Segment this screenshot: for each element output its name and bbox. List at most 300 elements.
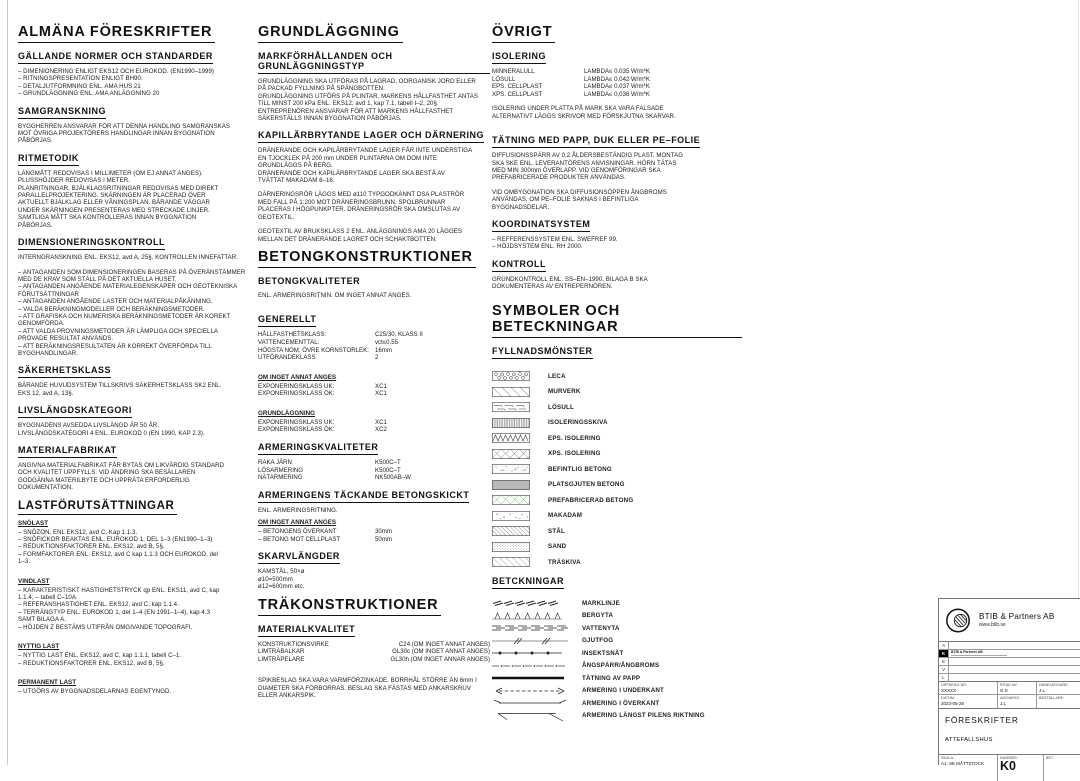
kv-value: LAMBDA≤ 0.035 W/m*K bbox=[584, 68, 650, 75]
text-line: SAMTLIGA MÅTT SKA KONTROLLERAS INNAN BYGGNATION bbox=[18, 214, 197, 222]
text-line: – DETALJUTFORMNING ENL. AMA HUS 21 bbox=[18, 82, 141, 90]
ansvarig-value: J.L bbox=[1000, 700, 1007, 706]
discipline-row bbox=[939, 642, 1080, 649]
text-line: ø10=500mm bbox=[258, 575, 293, 583]
section-heading: KAPILLÄRBRYTANDE LAGER OCH DÄRNERING bbox=[258, 130, 484, 143]
kv-row bbox=[492, 76, 742, 84]
text-line: GRUNDKONTROLL ENL. SS–EN–1990, BILAGA B SKA bbox=[492, 275, 648, 283]
sub-heading: OM INGET ANNAT ANGES bbox=[258, 373, 337, 381]
kv-row bbox=[258, 656, 490, 664]
legend-item bbox=[492, 431, 742, 447]
section-heading: SAMGRANSKNING bbox=[18, 106, 106, 119]
text-line: PLUSSHÖJDER REDOVISAS I METER. bbox=[18, 177, 130, 185]
line-symbol-item bbox=[492, 710, 742, 723]
text-line: DRÄNERANDE OCH KAPILÄRBRYTANDE LAGER SKA BESTÅ AV bbox=[258, 169, 446, 177]
spacer bbox=[258, 670, 490, 677]
section-heading: DIMENSIONERINGSKONTROLL bbox=[18, 237, 165, 250]
text-line: GEOTEXTIL AV BRUKSKLASS 2 ENL. ANLÄGGNINGS AMA 20 LÄGGES bbox=[258, 228, 462, 236]
text-line: GEOTEXTIL. bbox=[258, 213, 295, 221]
text-line: – RITNINGSPRESENTATION ENLIGT BH90. bbox=[18, 75, 143, 83]
section-heading: ARMERINGSKVALITETER bbox=[258, 442, 378, 455]
text-line: OCH KVALITET UPPFYLLS. VID ÄNDRING SKA BESÄLLAREN bbox=[18, 469, 196, 477]
text-line: – TERRÄNGTYP ENL. EUROKOD 1, del 1–4 (EN 1991–1–4), kap 4.3 bbox=[18, 608, 211, 616]
section-heading: ARMERINGENS TÄCKANDE BETONGSKICKT bbox=[258, 490, 469, 503]
pattern-swatch-stal bbox=[492, 526, 530, 536]
spacer bbox=[492, 98, 742, 105]
kv-row bbox=[258, 536, 490, 544]
line-symbol-label: ARMERING I UNDERKANT bbox=[582, 687, 665, 695]
text-line: – REFFERENSSYSTEM ENL. SWEFREF 99. bbox=[492, 236, 618, 244]
legend-item bbox=[492, 369, 742, 385]
line-symbol-item bbox=[492, 660, 742, 673]
drawing-title: FÖRESKRIFTER bbox=[945, 715, 1019, 725]
section-heading: GÄLLANDE NORMER OCH STANDARDER bbox=[18, 51, 213, 64]
kv-row bbox=[258, 419, 490, 427]
bet-label: BET bbox=[1046, 756, 1054, 760]
section-heading: SKARVLÄNGDER bbox=[258, 551, 340, 564]
fill-patterns-heading: FYLLNADSMÖNSTER bbox=[492, 346, 593, 359]
pattern-swatch-murverk bbox=[492, 387, 530, 397]
text-line: BYGGNADENS AVSEDDA LIVSLÄNGD ÄR 50 ÅR, bbox=[18, 422, 159, 430]
marklinje-symbol bbox=[492, 597, 572, 609]
kv-label: EXPONERINGSKLASS ÖK: bbox=[258, 390, 335, 398]
text-line: MELLAN DET DRÄNERANDE LAGRET OCH SCHAKTBOTTEN. bbox=[258, 235, 437, 243]
text-line: – REDUKTIONSFAKTORER ENL. EKS12. avd B, 5§. bbox=[18, 543, 165, 551]
section-title: BETONGKONSTRUKTIONER bbox=[258, 249, 476, 268]
legend-item bbox=[492, 462, 742, 478]
line-symbol-item bbox=[492, 635, 742, 648]
line-symbol-item bbox=[492, 610, 742, 623]
kv-row bbox=[258, 648, 490, 656]
kv-label: LÖSARMERING bbox=[258, 466, 304, 474]
text-line: – GRUNDLÄGGNING ENL. AMA ANLÄGGNING 20 bbox=[18, 90, 160, 98]
kv-label: NÄTARMERING bbox=[258, 474, 303, 482]
discipline-letter: E bbox=[939, 658, 949, 665]
text-line: – ANTAGANDEN ANGÅENDE MATERIALEGENSKAPER OCH GEOTEKNISKA bbox=[18, 283, 238, 291]
spacer bbox=[258, 362, 490, 369]
kv-value: 30mm bbox=[375, 528, 392, 536]
kv-value: K500C–T bbox=[375, 459, 401, 467]
kv-label: LÖSULL bbox=[492, 75, 516, 83]
text-line: – REDUKTIONSFAKTORER ENL. EKS12, avd B, 5§. bbox=[18, 659, 165, 667]
kv-label: HÅLLFASTHETSKLASS: bbox=[258, 331, 327, 339]
datum-value: 2023-05-26 bbox=[941, 700, 965, 706]
line-symbol-item bbox=[492, 597, 742, 610]
kv-value: 16mm bbox=[375, 346, 392, 354]
legend-label: STÅL bbox=[548, 527, 565, 535]
discipline-letter: L bbox=[939, 674, 949, 681]
discipline-row bbox=[939, 673, 1080, 681]
text-line: VID OMBYGGNATION SKA DIFFUSIONSÖPPEN ÅNGBROMS bbox=[492, 188, 667, 196]
uppdrag-value: XXXXX bbox=[941, 687, 957, 693]
kv-value: vct≤0.55 bbox=[375, 338, 398, 346]
discipline-row bbox=[939, 657, 1080, 665]
kv-label: KONSTRUKTIONSVIRKE bbox=[258, 640, 329, 648]
kv-row bbox=[258, 474, 490, 482]
line-symbol-label: VATTENYTA bbox=[582, 624, 620, 632]
discipline-address-microtext bbox=[951, 655, 1007, 657]
kv-row bbox=[258, 339, 490, 347]
section-heading: BETONGKVALITETER bbox=[258, 275, 361, 286]
text-line: ø12=600mm etc. bbox=[258, 583, 305, 591]
sub-heading: SNÖLAST bbox=[18, 519, 49, 527]
insektsnat-symbol bbox=[492, 647, 572, 659]
text-line: 1.1.4, – tabell C–10A. bbox=[18, 594, 78, 602]
spacer bbox=[492, 120, 742, 127]
discipline-row bbox=[939, 665, 1080, 673]
spacer bbox=[258, 398, 490, 405]
text-line: ALTERNATIVT LÄGGS SKRIVOR MED FÖRSKJUTNA SKARVAR. bbox=[492, 112, 676, 120]
line-symbol-label: MARKLINJE bbox=[582, 599, 620, 607]
section-heading: RITMETODIK bbox=[18, 153, 79, 166]
pattern-swatch-befintlig-betong bbox=[492, 464, 530, 474]
section-heading: SÄKERHETSKLASS bbox=[18, 365, 111, 378]
spacer bbox=[492, 182, 742, 189]
spacer bbox=[18, 667, 254, 674]
section-heading: GENERELLT bbox=[258, 314, 316, 327]
btib-logo-icon bbox=[945, 607, 972, 634]
armering-overkant-symbol bbox=[492, 697, 572, 709]
spacer bbox=[258, 299, 490, 306]
text-line: – ATT BERÄKNINGSRESULTATEN ÄR KORREKT ÖVERFÖRDA TILL bbox=[18, 342, 212, 350]
text-line: – SNÖZON, ENL EKS12, avd C, Kap 1.1.3. bbox=[18, 528, 138, 536]
uppdrag-label: UPPDRAG NR: bbox=[941, 683, 968, 687]
text-line: LÄNGMÅTT REDOVISAS I MILLIMETER (OM EJ ANNAT ANGES). bbox=[18, 169, 203, 177]
line-symbol-label: ARMERING I ÖVERKANT bbox=[582, 699, 660, 707]
line-symbol-label: BERGYTA bbox=[582, 612, 614, 620]
kv-value: C24 (OM INGET ANNAT ANGES) bbox=[398, 640, 490, 648]
text-line: – SNÖFICKOR BEAKTAS ENL. EUROKOD 1, DEL 1–3 (EN1990–1–3) bbox=[18, 536, 213, 544]
text-line: BYGGHERREN ANSVARAR FÖR ATT DENNA HANDLING SAMGRANSKAS bbox=[18, 122, 230, 130]
text-line: LIVSLÄNGDSKATEGORI 4 ENL. EUROKOD 0 (EN 1990, KAP 2.3). bbox=[18, 429, 205, 437]
handlaggare-label: HANDLÄGGARE: bbox=[1039, 683, 1069, 687]
drawing-title-area bbox=[939, 709, 1080, 755]
discipline-company: BTIB & Partners AB bbox=[951, 650, 983, 654]
text-line: AKTUELLT BJÄLKLAG ELLER VÅNINGSPLAN. BÄRANDE VÄGGAR bbox=[18, 199, 210, 207]
skala-label: SKALA: bbox=[941, 756, 955, 760]
pattern-swatch-xps bbox=[492, 449, 530, 459]
text-line: – UTGÖRS AV BYGGNADSDELARNAS EGENTYNGD. bbox=[18, 687, 172, 695]
legend-label: PREFABRICERAD BETONG bbox=[548, 496, 634, 504]
ansvarig-label: ANSVARIG: bbox=[1000, 696, 1021, 700]
text-line: – FORMFAKTORER ENL. EKS12, avd C kap 1.1.3 OCH EUROKOD, del bbox=[18, 550, 218, 558]
angsparr-symbol bbox=[492, 660, 572, 672]
kv-label: EXPONERINGSKLASS ÖK: bbox=[258, 426, 335, 434]
sub-heading: NYTTIG LAST bbox=[18, 643, 60, 651]
kv-value: LAMBDA≤ 0.037 W/m*K bbox=[584, 83, 650, 91]
text-line: – ATT GRAFISKA OCH NUMERISKA BERÄKNINGSMETODER ÄR KOREKT bbox=[18, 312, 231, 320]
line-symbol-item bbox=[492, 647, 742, 660]
kv-row bbox=[258, 467, 490, 475]
kv-row bbox=[258, 347, 490, 355]
text-line: SKA SKE ENL. LEVERANTÖRENS ANVISNINGAR. HÖRN TÄTAS bbox=[492, 159, 677, 167]
text-line: ENL. ARMERINGSRITNING. bbox=[258, 506, 338, 514]
kv-row bbox=[492, 91, 742, 99]
kv-value: C25/30, KLASS II bbox=[375, 331, 423, 339]
text-line: PÅ PACKAD FYLLNING PÅ SPÄNGBOTTEN. bbox=[258, 85, 385, 93]
legend-label: TRÄSKIVA bbox=[548, 558, 581, 566]
kv-value: 50mm bbox=[375, 535, 392, 543]
section-heading: ISOLERING bbox=[492, 51, 546, 64]
sub-heading: OM INGET ANNAT ANGES bbox=[258, 519, 337, 527]
text-line: – HÖJDEN Z BESTÄMS UTIFRÅN OMGIVANDE TOPOGRAFI. bbox=[18, 623, 193, 631]
section-heading: MATERIALFABRIKAT bbox=[18, 445, 117, 458]
line-symbol-item bbox=[492, 697, 742, 710]
text-line: ANGIVNA MATERIALFABRIKAT FÅR BYTAS OM LIKVÄRDIG STANDARD bbox=[18, 462, 225, 469]
pattern-swatch-traskiva bbox=[492, 557, 530, 567]
text-line: DOKUMENTERAS AV ENTREPERNÖREN. bbox=[492, 283, 613, 291]
text-line: GRUNDLÄGGNING UTFÖRS PÅ PLINTAR. MARKENS HÅLLFASTHET ANTAS bbox=[258, 92, 478, 100]
text-line: – KARAKTERISTISKT HASTIGHETSTRYCK qp ENL. EKS11, avd C, kap bbox=[18, 586, 220, 594]
legend-item bbox=[492, 446, 742, 462]
text-line: – DIMENIONERING ENLIGT EKS12 OCH EUROKOD. (EN1990–1999) bbox=[18, 68, 215, 75]
legend-item bbox=[492, 400, 742, 416]
kv-label: VATTENCEMENTTAL: bbox=[258, 338, 320, 346]
text-line: ANVÄNDAS, OM PE–FOLIE SAKNAS I BEFINTLIGA bbox=[492, 196, 639, 204]
text-line: GODGÄNNA MATERILBYTE OCH UPPRÄTA ERFORDERLIG bbox=[18, 476, 190, 484]
text-line: ENL. ARMERINGSRITNIN. OM INGET ANNAT ANGES. bbox=[258, 291, 412, 299]
kv-value: K500C–T bbox=[375, 466, 401, 474]
column-general-notes bbox=[18, 18, 254, 695]
pattern-swatch-eps bbox=[492, 433, 530, 443]
kv-value: GL30c (OM INGET ANNAT ANGES) bbox=[392, 648, 490, 656]
text-line: PLANRITNINGAR, BJÄLKLAGSRITNINGAR REDOVISAS MED DIREKT bbox=[18, 184, 219, 192]
spacer bbox=[258, 663, 490, 670]
text-line: GRUNDLÄGGNING SKA UTFÖRAS PÅ LAGRAD, OORGANISK JORD ELLER bbox=[258, 78, 476, 85]
text-line: – ATT VALDA PROVNINGSMETODER ÄR LÄMPLIGA OCH SPECIELLA bbox=[18, 327, 219, 335]
text-line: 1–3. bbox=[18, 558, 31, 566]
section-title: LASTFÖRUTSÄTTNINGAR bbox=[18, 500, 177, 515]
sheet-border-left bbox=[7, 0, 8, 765]
armering-underkant-symbol bbox=[492, 685, 572, 697]
kv-label: XPS. CELLPLAST bbox=[492, 90, 543, 98]
text-line: – REFERANSHASTIGHET ENL. EKS12, avd C, kap 1.1.4. bbox=[18, 601, 179, 609]
legend-label: MURVERK bbox=[548, 388, 581, 396]
bestallare-label: BESTÄLLARE: bbox=[1039, 696, 1065, 700]
pattern-swatch-isoleringsskiva bbox=[492, 418, 530, 428]
text-line: MED DE KRAV SOM STÄLL PÅ DET AKTUELLA HUSET. bbox=[18, 275, 177, 283]
pattern-swatch-makadam bbox=[492, 511, 530, 521]
legend-label: EPS. ISOLERING bbox=[548, 434, 601, 442]
section-heading: MATERIALKVALITET bbox=[258, 624, 355, 637]
kv-label: LIMTRÄPELARE bbox=[258, 655, 305, 663]
discipline-row-active bbox=[939, 649, 1080, 657]
armering-riktning-symbol bbox=[492, 710, 572, 722]
text-line: – ANTAGANDEN SOM DIMENSIONERINGEN BASERAS PÅ ÖVERÄNSTÄMMER bbox=[18, 268, 246, 276]
legend-item bbox=[492, 539, 742, 555]
text-line: BÄRANDE HUVUDSYSTEM TILLSKRIVS SÄKERHETSKLASS SK2 ENL. bbox=[18, 382, 222, 390]
kv-value: GL30h (OM INGET ANNAR ANGES) bbox=[390, 655, 490, 663]
section-heading: TÄTNING MED PAPP, DUK ELLER PE–FOLIE bbox=[492, 135, 700, 148]
legend-label: ISOLERINGSSKIVA bbox=[548, 419, 608, 427]
kv-row bbox=[258, 383, 490, 391]
text-line: EN TJOCKLEK PÅ 200 mm UNDER PLINTARNA OM DOM INTE bbox=[258, 154, 437, 162]
kv-row bbox=[258, 641, 490, 649]
legend-item bbox=[492, 508, 742, 524]
text-line: GRUNDLÄGGS PÅ BERG. bbox=[258, 162, 333, 170]
line-symbol-item bbox=[492, 672, 742, 685]
spacer bbox=[18, 566, 254, 573]
kv-row bbox=[258, 390, 490, 398]
kv-label: UTFÖRANDEKLASS bbox=[258, 354, 316, 362]
text-line: ENTREPRENÖREN ANSVARAR FÖR ATT MARKENS HÅLLFASTHET bbox=[258, 107, 454, 115]
spacer bbox=[18, 631, 254, 638]
kv-row bbox=[492, 68, 742, 76]
sub-heading: PERMANENT LAST bbox=[18, 678, 77, 686]
nummer-label: NUMMER: bbox=[1000, 756, 1018, 760]
sub-heading: VINDLAST bbox=[18, 577, 50, 585]
legend-label: LÖSULL bbox=[548, 403, 574, 411]
text-line: EKS 12, avd A, 13§. bbox=[18, 389, 74, 397]
text-line: PÅBÖRJAS. bbox=[18, 137, 53, 145]
legend-item bbox=[492, 415, 742, 431]
text-line: GENOMFÖRDA. bbox=[18, 320, 65, 328]
line-symbol-item bbox=[492, 622, 742, 635]
line-symbol-label: ARMERING LÄNGST PILENS RIKTNING bbox=[582, 712, 705, 720]
text-line: TVÄTTAT MAKADAM 8–16. bbox=[258, 177, 335, 185]
section-heading: KONTROLL bbox=[492, 259, 546, 272]
discipline-table bbox=[939, 642, 1080, 682]
pattern-swatch-platsgjuten-betong bbox=[492, 480, 530, 490]
text-line: – VALDA BERÄKNINGMODELLER OCH BERÄKNINGSMETODER. bbox=[18, 305, 205, 313]
bergyta-symbol bbox=[492, 610, 572, 622]
text-line: PÅBÖRJAS. bbox=[18, 221, 53, 229]
column-misc-and-symbols bbox=[492, 18, 742, 722]
kv-row bbox=[258, 528, 490, 536]
kv-value: XC2 bbox=[375, 426, 387, 434]
line-symbol-label: INSEKTSNÄT bbox=[582, 649, 624, 657]
text-line: – ANTAGANDEN ANGÅENDE LASTER OCH MATERIALPÅKÄNNING. bbox=[18, 298, 213, 306]
company-website: www.btib.se bbox=[979, 622, 1006, 629]
kv-label: LIMTRÄBALKAR bbox=[258, 648, 305, 656]
kv-row bbox=[492, 83, 742, 91]
kv-label: EXPONERINGSKLASS UK: bbox=[258, 382, 335, 390]
text-line: DIAMETER SKA FÖRBORRAS. BESLAG SKA FÄSTAS MED ANKARSKRUV bbox=[258, 684, 471, 692]
kv-label: EPS. CELLPLAST bbox=[492, 83, 543, 91]
text-line: DIFFUSIONSSPÄRR AV 0,2 ÅLDERSBESTÄNDIG PLAST. MONTAG bbox=[492, 152, 683, 160]
pattern-swatch-losull bbox=[492, 402, 530, 412]
discipline-letter: A bbox=[939, 642, 949, 649]
text-line: KAMSTÅL, 50×ø bbox=[258, 568, 305, 576]
drawing-number: K0 bbox=[1000, 759, 1016, 773]
kv-label: HÖGSTA NOM. ÖVRE KORNSTORLEK: bbox=[258, 346, 369, 354]
legend-label: PLATSGJUTEN BETONG bbox=[548, 481, 625, 489]
legend-label: LECA bbox=[548, 372, 566, 380]
text-line: PREFABRICERADE PRODUKTER ANVÄNDAS. bbox=[492, 174, 626, 182]
text-line: – NYTTIG LAST ENL. EKS12, avd C, kap 1.1.1, tabell C–1. bbox=[18, 652, 182, 660]
kv-value: 2 bbox=[375, 354, 379, 362]
ritad-av-value: G.S bbox=[1000, 687, 1008, 693]
section-title: ÖVRIGT bbox=[492, 24, 555, 43]
kv-row bbox=[258, 354, 490, 362]
kv-label: – BETONG MOT CELLPLAST bbox=[258, 535, 341, 543]
text-line: PARALLELPROJEKTERING. SKÄRNINGEN ÄR PLACERAD ÖVER bbox=[18, 192, 206, 200]
text-line: INTERNGRANSKNING ENL. EKS12, avd A, 25§. KONTROLLEN INNEFATTAR: bbox=[18, 254, 238, 262]
company-header bbox=[939, 599, 1080, 642]
text-line: SAMT BILAGA A. bbox=[18, 616, 67, 624]
kv-value: LAMBDA≤ 0.042 W/m*K bbox=[584, 75, 650, 83]
line-symbol-label: TÄTNING AV PAPP bbox=[582, 674, 641, 682]
vattenyta-symbol bbox=[492, 622, 572, 634]
line-symbol-item bbox=[492, 685, 742, 698]
handlaggare-value: J.L bbox=[1039, 687, 1046, 693]
line-symbol-label: GJUTFOG bbox=[582, 637, 614, 645]
text-line: TILL MINST 200 kPa ENL. EKS12, avd 1, kap 7.1, tabell I–2, 20§. bbox=[258, 100, 439, 108]
symbols-title: SYMBOLER OCH BETECKNINGAR bbox=[492, 303, 742, 338]
text-line: MED FALL PÅ 1:200 MOT DRÄNERINGSBRUNN. SPOLBRUNNAR bbox=[258, 198, 446, 206]
legend-label: XPS. ISOLERING bbox=[548, 450, 601, 458]
legend-item bbox=[492, 493, 742, 509]
text-line: BYGGHANDLINGAR. bbox=[18, 349, 79, 357]
kv-value: XC1 bbox=[375, 390, 387, 398]
info-grid bbox=[939, 682, 1080, 709]
text-line: FÖRUTSÄTTNINGAR bbox=[18, 290, 80, 298]
text-line: MED MIN 300mm ÖVERLAPP. VID GENOMFÖRINGAR SKA bbox=[492, 167, 661, 174]
text-line: ISOLERING UNDER PLATTA PÅ MARK SKA VARA FALSADE bbox=[492, 105, 664, 113]
title-block-footer bbox=[939, 755, 1080, 781]
kv-value: XC1 bbox=[375, 382, 387, 390]
column-foundation-concrete-wood bbox=[258, 18, 490, 700]
kv-value: NK500AB–W bbox=[375, 474, 411, 482]
datum-label: DATUM: bbox=[941, 696, 956, 700]
ritad-av-label: RITAD AV: bbox=[1000, 683, 1018, 687]
discipline-letter: K bbox=[939, 650, 949, 657]
spacer bbox=[258, 184, 490, 191]
pattern-swatch-prefab-betong bbox=[492, 495, 530, 505]
text-line: DRÄNERANDE OCH KAPILÄRBRYTANDE LAGER FÅR INTE UNDERSTIGA bbox=[258, 147, 473, 155]
spacer bbox=[258, 221, 490, 228]
kv-value: LAMBDA≤ 0,036 W/m*K bbox=[584, 90, 650, 98]
kv-label: EXPONERINGSKLASS UK: bbox=[258, 418, 335, 426]
text-line: – HÖJDSYSTEM ENL. RH 2000. bbox=[492, 243, 583, 251]
section-heading: LIVSLÄNGDSKATEGORI bbox=[18, 405, 132, 418]
kv-label: RAKA JÄRN bbox=[258, 459, 292, 467]
text-line: BYGGNADSDELAR. bbox=[492, 203, 550, 211]
section-heading: MARKFÖRHÅLLANDEN OCH GRUNLÄGGNINGSTYP bbox=[258, 51, 490, 74]
legend-label: MAKADAM bbox=[548, 512, 583, 520]
kv-row bbox=[258, 331, 490, 339]
line-symbol-label: ÅNGSPÄRR/ÅNGBROMS bbox=[582, 662, 660, 670]
pattern-swatch-leca bbox=[492, 371, 530, 381]
legend-label: SAND bbox=[548, 543, 567, 551]
section-title: ALMÄNA FÖRESKRIFTER bbox=[18, 24, 215, 43]
line-symbols-heading: BETCKNINGAR bbox=[492, 576, 564, 589]
legend-item bbox=[492, 524, 742, 540]
kv-row bbox=[258, 426, 490, 434]
pattern-swatch-sand bbox=[492, 542, 530, 552]
legend-item bbox=[492, 384, 742, 400]
sub-heading: GRUNDLÄGGNING bbox=[258, 409, 316, 417]
text-line: MOT ÖVRIGA PROJEKTÖRERS HANDLINGAR INNAN BYGGNATION bbox=[18, 130, 215, 138]
text-line: SÄKERSTÄLLS INNAN BYGGNATION PÅBÖRJAS. bbox=[258, 115, 402, 123]
discipline-letter: V bbox=[939, 666, 949, 673]
text-line: PLACERAS I HÖGPUNKPTER. DRÄNERINGSRÖR SKA OMSLUTAS AV bbox=[258, 206, 461, 214]
legend-item bbox=[492, 477, 742, 493]
section-title: TRÄKONSTRUKTIONER bbox=[258, 597, 441, 616]
legend-label: BEFINTLIG BETONG bbox=[548, 465, 612, 473]
text-line: ELLER ANKARSPIK. bbox=[258, 692, 317, 700]
text-line: DOKUMENTATION. bbox=[18, 484, 73, 492]
section-heading: KOORDINATSYSTEM bbox=[492, 219, 590, 232]
skala-value: A1: SE MÅTTSTOCK bbox=[941, 760, 984, 766]
company-name: BTIB & Partners AB bbox=[979, 611, 1055, 621]
project-name: ATTEFALLSHUS bbox=[945, 737, 993, 743]
text-line: DÄRNERINGSRÖR LÄGGS MED ø110 TYPGODKÄNNT DSA PLASTRÖR bbox=[258, 191, 465, 199]
title-block bbox=[938, 598, 1080, 773]
kv-row bbox=[258, 459, 490, 467]
gjutfog-symbol bbox=[492, 635, 572, 647]
kv-value: XC1 bbox=[375, 418, 387, 426]
